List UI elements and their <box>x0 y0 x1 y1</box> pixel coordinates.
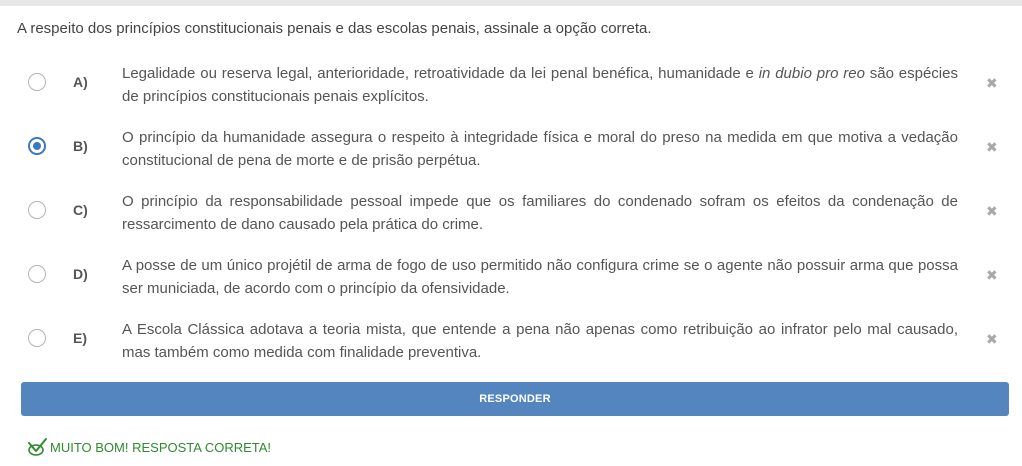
option-d[interactable] <box>0 250 1022 314</box>
feedback-message <box>26 437 271 457</box>
option-letter: B) <box>73 138 88 154</box>
radio-b[interactable] <box>28 137 46 155</box>
option-text: O princípio da responsabilidade pessoal impede que os familiares do condenado sofram os efeitos da condenação de ressarcimento de dano causado pela prática do crime. <box>122 193 958 233</box>
option-text: O princípio da humanidade assegura o respeito à integridade física e moral do preso na medida em que motiva a vedação constitucional de pena de morte e de prisão perpétua. <box>122 129 958 169</box>
option-letter: A) <box>73 74 88 90</box>
option-e[interactable] <box>0 314 1022 378</box>
radio-c[interactable] <box>28 201 46 219</box>
option-text: A posse de um único projétil de arma de fogo de uso permitido não configura crime se o agente não possuir arma que possa ser municiada, de acordo com o princípio da ofensividade. <box>122 257 958 297</box>
close-icon[interactable]: ✖ <box>986 76 998 92</box>
question-text: A respeito dos princípios constitucionais penais e das escolas penais, assinale a opção correta. <box>17 20 652 37</box>
option-letter: C) <box>73 202 88 218</box>
radio-e[interactable] <box>28 329 46 347</box>
option-letter: E) <box>73 330 87 346</box>
top-border <box>0 0 1022 6</box>
option-c[interactable] <box>0 186 1022 250</box>
option-text: A Escola Clássica adotava a teoria mista, que entende a pena não apenas como retribuição ao infrator pelo mal causado, mas também como medida com finalidade preventiva. <box>122 321 958 361</box>
close-icon[interactable]: ✖ <box>986 332 998 348</box>
option-text: Legalidade ou reserva legal, anterioridade, retroatividade da lei penal benéfica, humanidade e in dubio pro reo são espécies de princípios constitucionais penais explícitos. <box>122 65 958 105</box>
close-icon[interactable]: ✖ <box>986 140 998 156</box>
option-a[interactable] <box>0 58 1022 122</box>
radio-a[interactable] <box>28 73 46 91</box>
radio-d[interactable] <box>28 265 46 283</box>
option-letter: D) <box>73 266 88 282</box>
close-icon[interactable]: ✖ <box>986 268 998 284</box>
check-icon <box>26 437 48 457</box>
responder-button[interactable]: RESPONDER <box>21 382 1009 416</box>
feedback-text: MUITO BOM! RESPOSTA CORRETA! <box>50 439 272 455</box>
options-list <box>0 58 1022 378</box>
close-icon[interactable]: ✖ <box>986 204 998 220</box>
option-b[interactable] <box>0 122 1022 186</box>
